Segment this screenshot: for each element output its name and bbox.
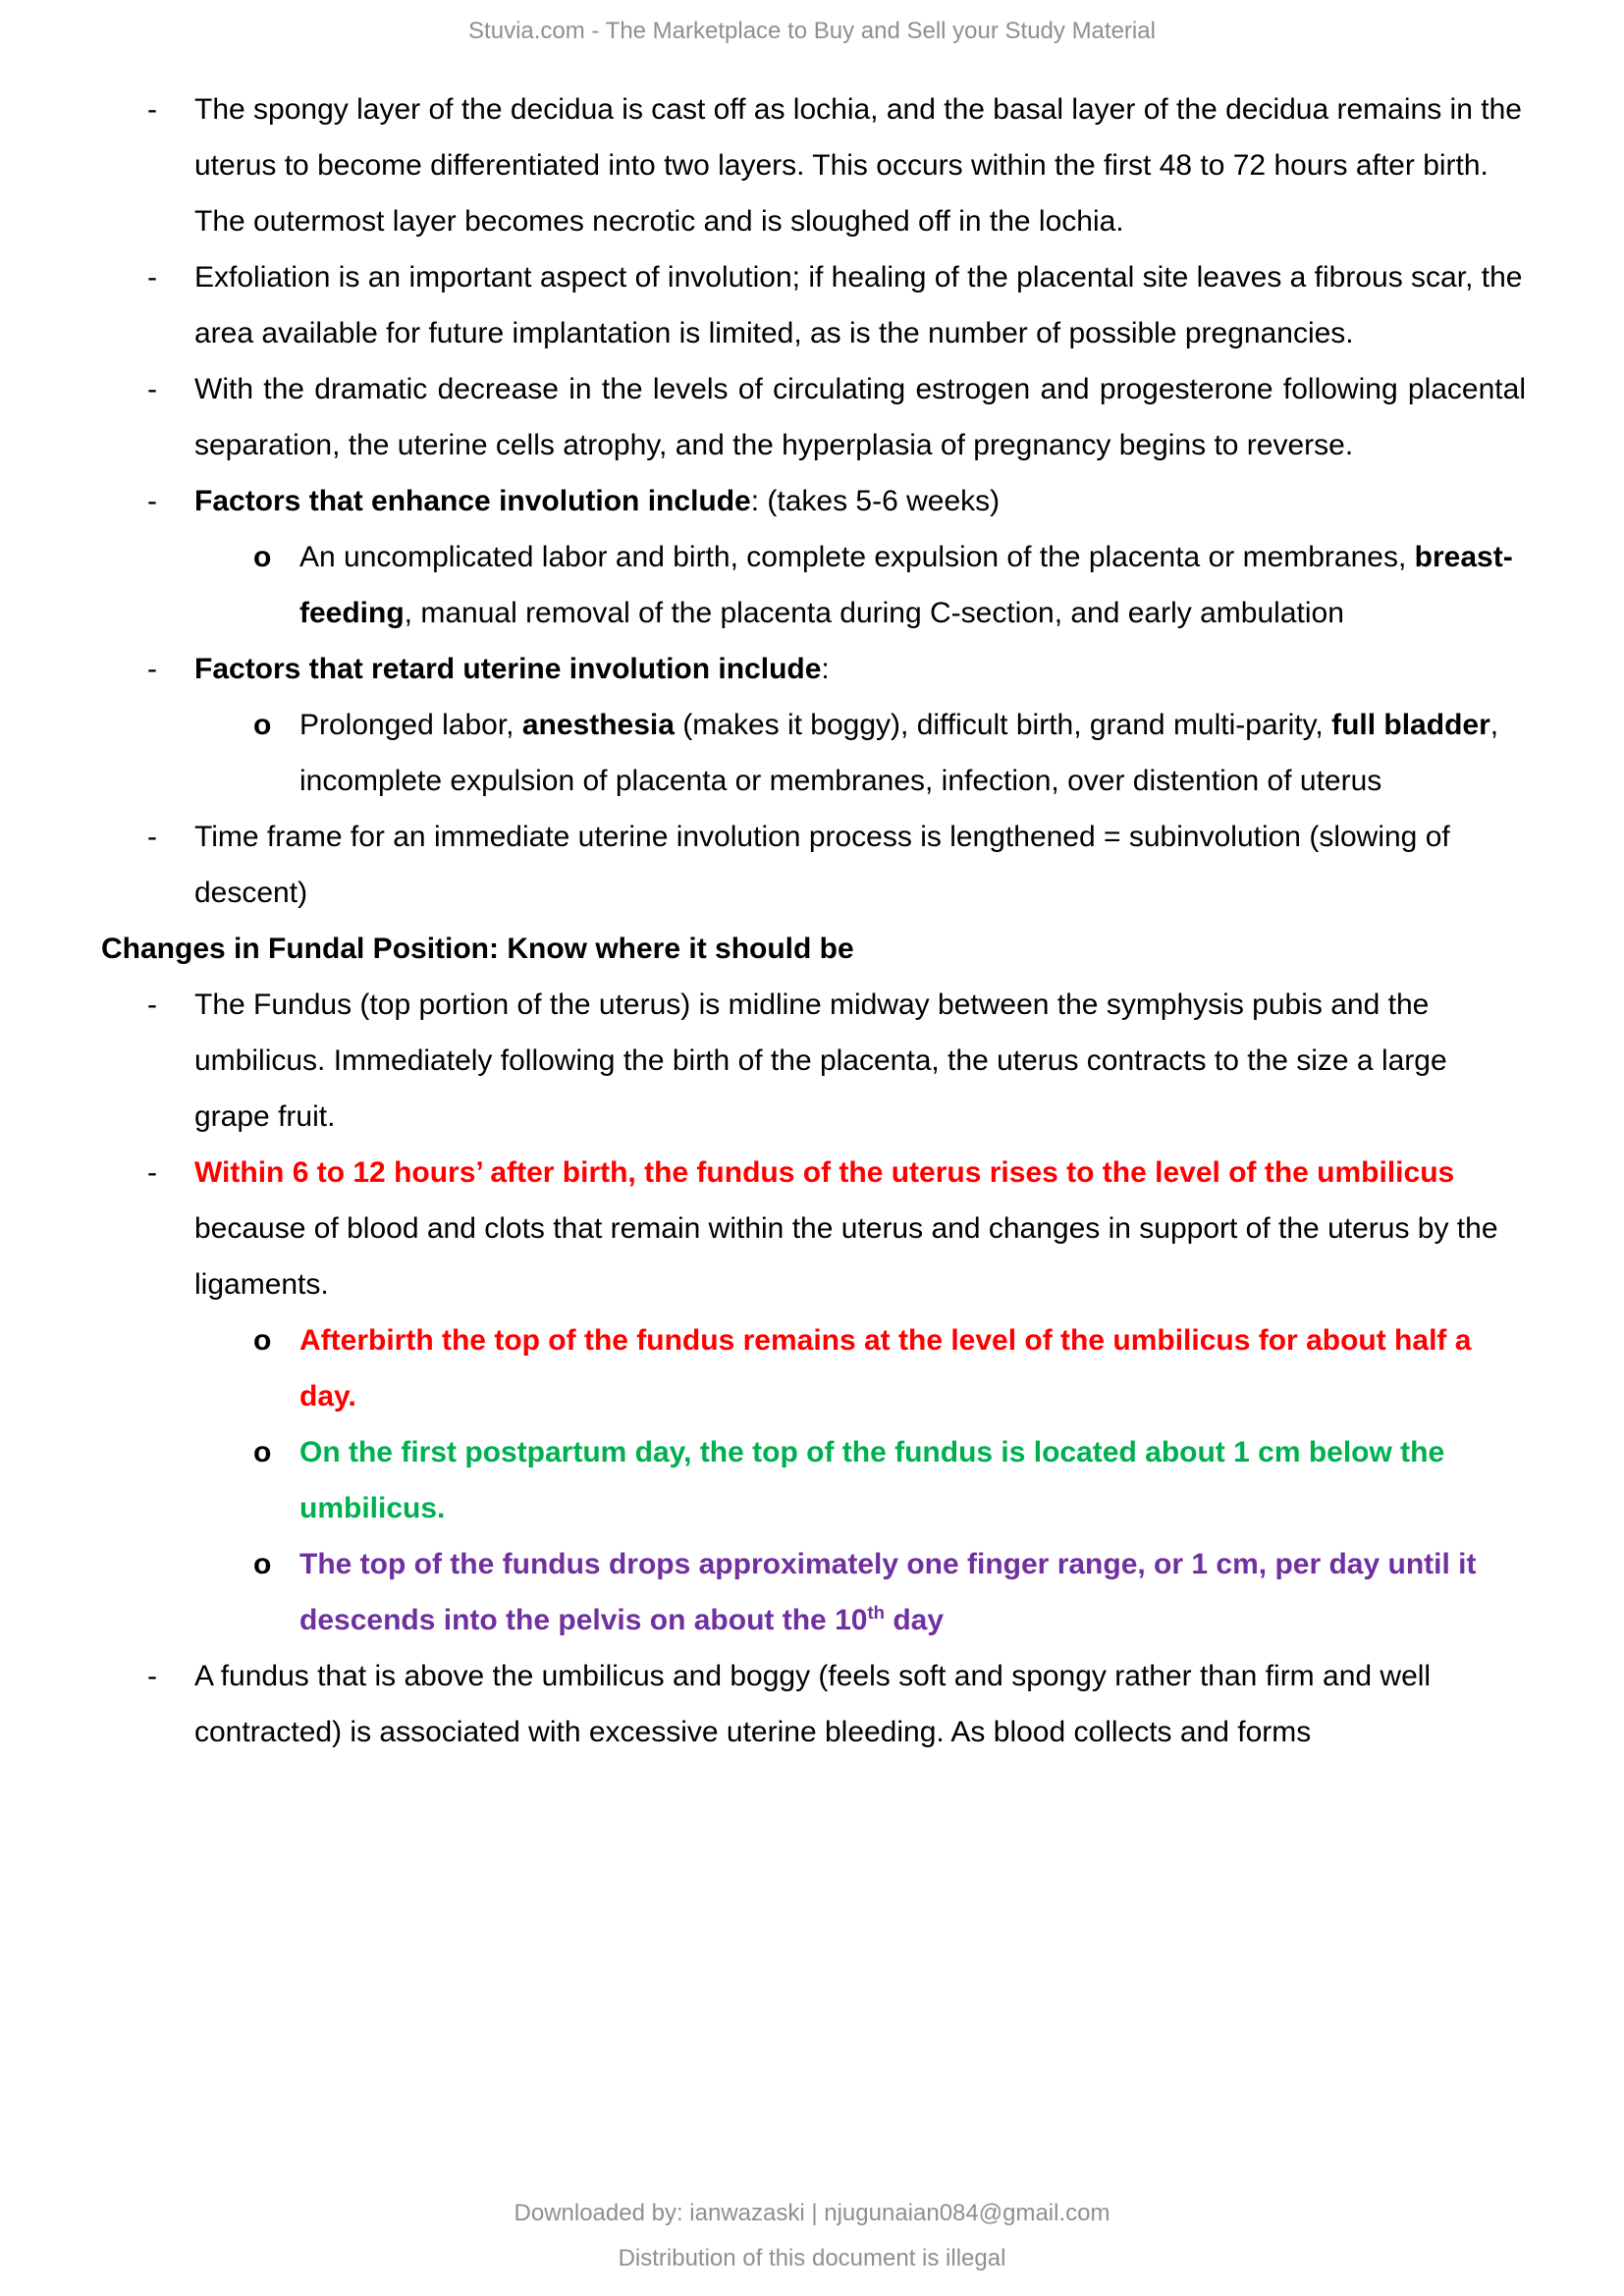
text-run: : [821, 653, 830, 685]
circle-bullet-marker: o [253, 1436, 272, 1468]
text-run: A fundus that is above the umbilicus and boggy (feels soft and spongy rather than firm and well contracted) is associated with excessive uterine bleeding. As blood collects and forms [194, 1660, 1432, 1748]
text-run: Factors that retard uterine involution include [194, 653, 822, 685]
text-run: full bladder [1331, 709, 1490, 741]
text-run: breast-feeding [299, 541, 1513, 629]
text-run: Exfoliation is an important aspect of involution; if healing of the placental site leaves a fibrous scar, the area available for future implantation is limited, as is the number of possible pregnancies. [194, 261, 1523, 349]
text-run: Prolonged labor, [299, 709, 522, 741]
bullet-text [299, 529, 1526, 641]
bullet-item [101, 977, 1526, 1145]
dash-bullet-marker: - [147, 988, 157, 1021]
sub-bullet-item [101, 1424, 1526, 1536]
text-run: Within 6 to 12 hours’ after birth, the fundus of the uterus rises to the level of the umbilicus [194, 1156, 1455, 1189]
sub-bullet-item [101, 1312, 1526, 1424]
text-run: Afterbirth the top of the fundus remains at the level of the umbilicus for about half a day. [299, 1324, 1472, 1413]
section-heading [101, 921, 1526, 977]
circle-bullet-marker: o [253, 541, 272, 573]
text-run: Factors that enhance involution include [194, 485, 751, 517]
bullet-text [194, 1145, 1526, 1312]
sub-bullet-item [101, 697, 1526, 809]
bullet-item [101, 809, 1526, 921]
dash-bullet-marker: - [147, 1660, 157, 1692]
text-run: (makes it boggy), difficult birth, grand multi-parity, [674, 709, 1332, 741]
page-header-text: Stuvia.com - The Marketplace to Buy and Sell your Study Material [468, 18, 1156, 44]
bullet-text [194, 361, 1526, 473]
dash-bullet-marker: - [147, 93, 157, 126]
bullet-item [101, 473, 1526, 529]
dash-bullet-marker: - [147, 373, 157, 405]
text-run: The top of the fundus drops approximately one finger range, or 1 cm, per day until it descends into the pelvis on about the 10 [299, 1548, 1477, 1636]
bullet-item [101, 81, 1526, 249]
bullet-item [101, 1648, 1526, 1760]
sub-bullet-item [101, 529, 1526, 641]
dash-bullet-marker: - [147, 1156, 157, 1189]
page-footer [0, 2191, 1624, 2281]
bullet-text [194, 809, 1526, 921]
text-run: An uncomplicated labor and birth, complete expulsion of the placenta or membranes, [299, 541, 1415, 573]
circle-bullet-marker: o [253, 1548, 272, 1580]
document-body [101, 81, 1526, 1760]
footer-warning: Distribution of this document is illegal [618, 2245, 1006, 2271]
bullet-text [299, 697, 1526, 809]
bullet-text [299, 1536, 1526, 1648]
text-run: On the first postpartum day, the top of the fundus is located about 1 cm below the umbilicus. [299, 1436, 1445, 1524]
bullet-text [194, 81, 1526, 249]
text-run: day [885, 1604, 945, 1636]
text-run: th [867, 1602, 885, 1623]
text-run: , incomplete expulsion of placenta or membranes, infection, over distention of uterus [299, 709, 1499, 797]
circle-bullet-marker: o [253, 709, 272, 741]
text-run: With the dramatic decrease in the levels of circulating estrogen and progesterone following placental separation, the uterine cells atrophy, and the hyperplasia of pregnancy begins to reverse. [194, 373, 1526, 461]
text-run: The spongy layer of the decidua is cast off as lochia, and the basal layer of the decidua remains in the uterus to become differentiated into two layers. This occurs within the first 48 to 72 hours after birth. The outermost layer becomes necrotic and is sloughed off in the lochia. [194, 93, 1522, 238]
sub-bullet-item [101, 1536, 1526, 1648]
footer-downloaded-by: Downloaded by: ianwazaski | njugunaian084@gmail.com [514, 2200, 1110, 2226]
bullet-item [101, 249, 1526, 361]
bullet-item [101, 361, 1526, 473]
circle-bullet-marker: o [253, 1324, 272, 1357]
text-run: , manual removal of the placenta during C-section, and early ambulation [404, 597, 1344, 629]
text-run: anesthesia [521, 709, 675, 741]
bullet-text [194, 249, 1526, 361]
text-run: : (takes 5-6 weeks) [750, 485, 1001, 517]
dash-bullet-marker: - [147, 485, 157, 517]
bullet-text [299, 1424, 1526, 1536]
text-run: Time frame for an immediate uterine involution process is lengthened = subinvolution (slowing of descent) [194, 821, 1450, 909]
text-run: The Fundus (top portion of the uterus) is midline midway between the symphysis pubis and the umbilicus. Immediately following the birth of the placenta, the uterus contracts to the size a large grape fruit. [194, 988, 1447, 1133]
bullet-text [194, 473, 1526, 529]
text-run: because of blood and clots that remain within the uterus and changes in support of the uterus by the ligaments. [194, 1212, 1498, 1301]
bullet-text [194, 977, 1526, 1145]
bullet-text [194, 1648, 1526, 1760]
bullet-text [194, 641, 1526, 697]
bullet-item [101, 641, 1526, 697]
dash-bullet-marker: - [147, 821, 157, 853]
bullet-text [299, 1312, 1526, 1424]
bullet-item [101, 1145, 1526, 1312]
dash-bullet-marker: - [147, 261, 157, 294]
text-run: Changes in Fundal Position: Know where it should be [101, 933, 854, 965]
dash-bullet-marker: - [147, 653, 157, 685]
